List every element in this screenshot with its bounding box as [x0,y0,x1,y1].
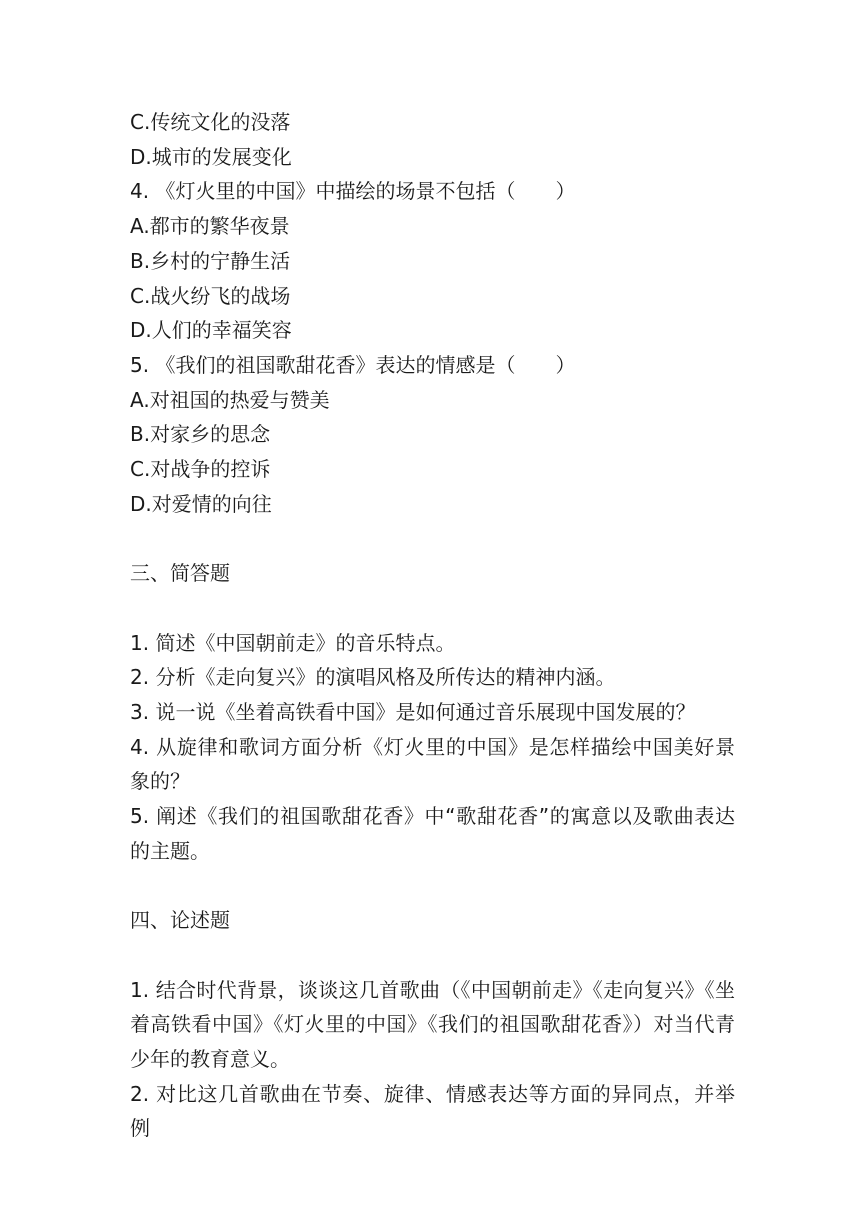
q5-option-c: C.对战争的控诉 [130,457,271,482]
q5-stem: 5. 《我们的祖国歌甜花香》表达的情感是（ ） [130,352,576,377]
s3-question-5: 5. 阐述《我们的祖国歌甜花香》中“歌甜花香”的寓意以及歌曲表达的主题。 [130,804,735,863]
spacer [130,938,735,973]
q5-option-b: B.对家乡的思念 [130,422,271,447]
document-body [130,105,735,1146]
q4-option-b: B.乡村的宁静生活 [130,248,291,273]
q4-option-a: A.都市的繁华夜景 [130,214,290,239]
spacer [130,868,735,903]
s4-question-2: 2. 对比这几首歌曲在节奏、旋律、情感表达等方面的异同点，并举例 [130,1081,735,1141]
s3-question-1: 1. 简述《中国朝前走》的音乐特点。 [130,630,456,655]
q3-option-d: D.城市的发展变化 [130,144,292,169]
s3-question-3: 3. 说一说《坐着高铁看中国》是如何通过音乐展现中国发展的？ [130,699,696,724]
spacer [130,591,735,626]
q5-option-a: A.对祖国的热爱与赞美 [130,387,330,412]
s3-question-4: 4. 从旋律和歌词方面分析《灯火里的中国》是怎样描绘中国美好景象的？ [130,734,735,794]
s3-question-2: 2. 分析《走向复兴》的演唱风格及所传达的精神内涵。 [130,665,616,690]
s4-question-1: 1. 结合时代背景，谈谈这几首歌曲（《中国朝前走》《走向复兴》《坐着高铁看中国》《灯火里的中国》《我们的祖国歌甜花香》）对当代青少年的教育意义。 [130,977,735,1071]
q5-option-d: D.对爱情的向往 [130,491,272,516]
section-4-title: 四、论述题 [130,908,230,933]
q4-stem: 4. 《灯火里的中国》中描绘的场景不包括（ ） [130,179,576,204]
q3-option-c: C.传统文化的没落 [130,110,291,134]
spacer [130,521,735,556]
section-3-title: 三、简答题 [130,561,230,586]
q4-option-d: D.人们的幸福笑容 [130,318,292,343]
q4-option-c: C.战火纷飞的战场 [130,283,291,308]
